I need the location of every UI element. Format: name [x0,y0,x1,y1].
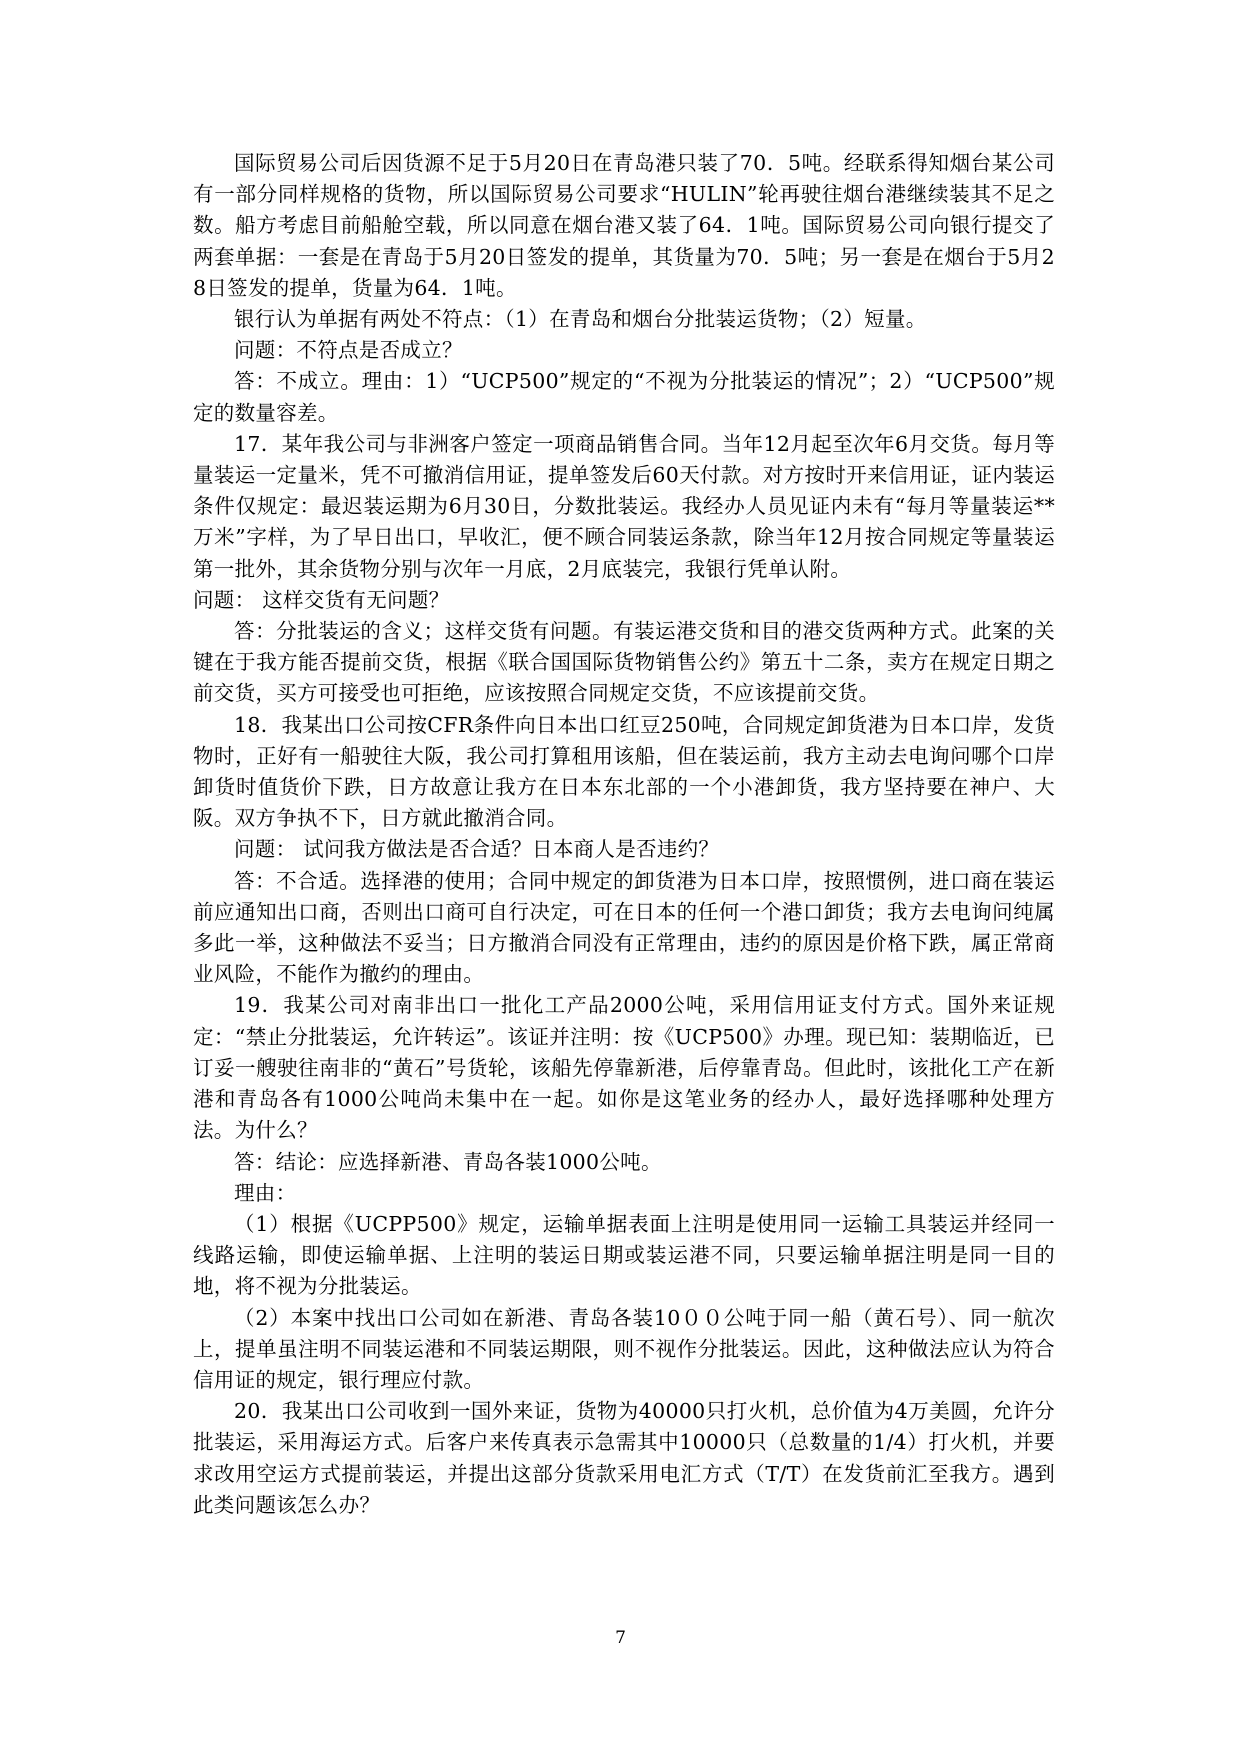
paragraph-case-20: 20．我某出口公司收到一国外来证，货物为40000只打火机，总价值为4万美圆，允许分批装运，采用海运方式。后客户来传真表示急需其中10000只（总数量的1/4）打火机，并要求改用空运方式提前装运，并提出这部分货款采用电汇方式（T/T）在发货前汇至我方。遇到此类问题该怎么办？ [193,1399,1055,1517]
paragraph-answer-18: 答：不合适。选择港的使用；合同中规定的卸货港为日本口岸，按照惯例，进口商在装运前应通知出口商，否则出口商可自行决定，可在日本的任何一个港口卸货；我方去电询问纯属多此一举，这种做法不妥当；日方撤消合同没有正常理由，违约的原因是价格下跌，属正常商业风险，不能作为撤约的理由。 [193,868,1055,987]
paragraph-case-19: 19．我某公司对南非出口一批化工产品2000公吨，采用信用证支付方式。国外来证规定：“禁止分批装运，允许转运”。该证并注明：按《UCP500》办理。现已知：装期临近，已订妥一艘驶往南非的“黄石”号货轮，该船先停靠新港，后停靠青岛。但此时，该批化工产在新港和青岛各有1000公吨尚未集中在一起。如你是这笔业务的经办人，最好选择哪种处理方法。为什么？ [193,993,1055,1143]
paragraph-reason-1: （1）根据《UCPP500》规定，运输单据表面上注明是使用同一运输工具装运并经同一线路运输，即使运输单据、上注明的装运日期或装运港不同，只要运输单据注明是同一目的地，将不视为分批装运。 [193,1211,1055,1299]
page-number: 7 [615,1628,626,1648]
paragraph-question-16: 问题：不符点是否成立？ [234,338,463,363]
paragraph-answer-19: 答：结论：应选择新港、青岛各装1000公吨。 [234,1149,662,1174]
paragraph-case-18: 18．我某出口公司按CFR条件向日本出口红豆250吨，合同规定卸货港为日本口岸，发货物时，正好有一船驶往大阪，我公司打算租用该船，但在装运前，我方主动去电询问哪个口岸卸货时值货价下跌，日方故意让我方在日本东北部的一个小港卸货，我方坚持要在神户、大阪。双方争执不下，日方就此撤消合同。 [193,712,1055,831]
paragraph-case-17: 17．某年我公司与非洲客户签定一项商品销售合同。当年12月起至次年6月交货。每月等量装运一定量米，凭不可撤消信用证，提单签发后60天付款。对方按时开来信用证，证内装运条件仅规定：最迟装运期为6月30日，分数批装运。我经办人员见证内未有“每月等量装运**万米”字样，为了早日出口，早收汇，便不顾合同装运条款，除当年12月按合同规定等量装运第一批外，其余货物分别与次年一月底，2月底装完，我银行凭单认附。 [193,431,1055,581]
paragraph-reason-2: （2）本案中找出口公司如在新港、青岛各装10００公吨于同一船（黄石号）、同一航次上，提单虽注明不同装运港和不同装运期限，则不视作分批装运。因此，这种做法应认为符合信用证的规定，银行理应付款。 [193,1305,1055,1392]
paragraph-answer-17: 答：分批装运的含义；这样交货有问题。有装运港交货和目的港交货两种方式。此案的关键在于我方能否提前交货，根据《联合国国际货物销售公约》第五十二条，卖方在规定日期之前交货，买方可接受也可拒绝，应该按照合同规定交货，不应该提前交货。 [193,619,1055,706]
paragraph-question-17: 问题： 这样交货有无问题？ [193,587,450,612]
document-body [193,148,1055,1521]
paragraph-question-18: 问题： 试问我方做法是否合适？日本商人是否违约？ [234,837,720,862]
paragraph-cargo-shortage: 国际贸易公司后因货源不足于5月20日在青岛港只装了70．5吨。经联系得知烟台某公司有一部分同样规格的货物，所以国际贸易公司要求“HULIN”轮再驶往烟台港继续装其不足之数。船方考虑目前船舱空载，所以同意在烟台港又装了64．1吨。国际贸易公司向银行提交了两套单据：一套是在青岛于5月20日签发的提单，其货量为70．5吨；另一套是在烟台于5月28日签发的提单，货量为64．1吨。 [193,151,1055,300]
paragraph-reason-heading: 理由： [234,1180,297,1205]
paragraph-bank-discrepancy: 银行认为单据有两处不符点：（1）在青岛和烟台分批装运货物；（2）短量。 [234,307,927,332]
paragraph-answer-16: 答：不成立。理由：1）“UCP500”规定的“不视为分批装运的情况”；2）“UCP500”规定的数量容差。 [193,369,1055,425]
